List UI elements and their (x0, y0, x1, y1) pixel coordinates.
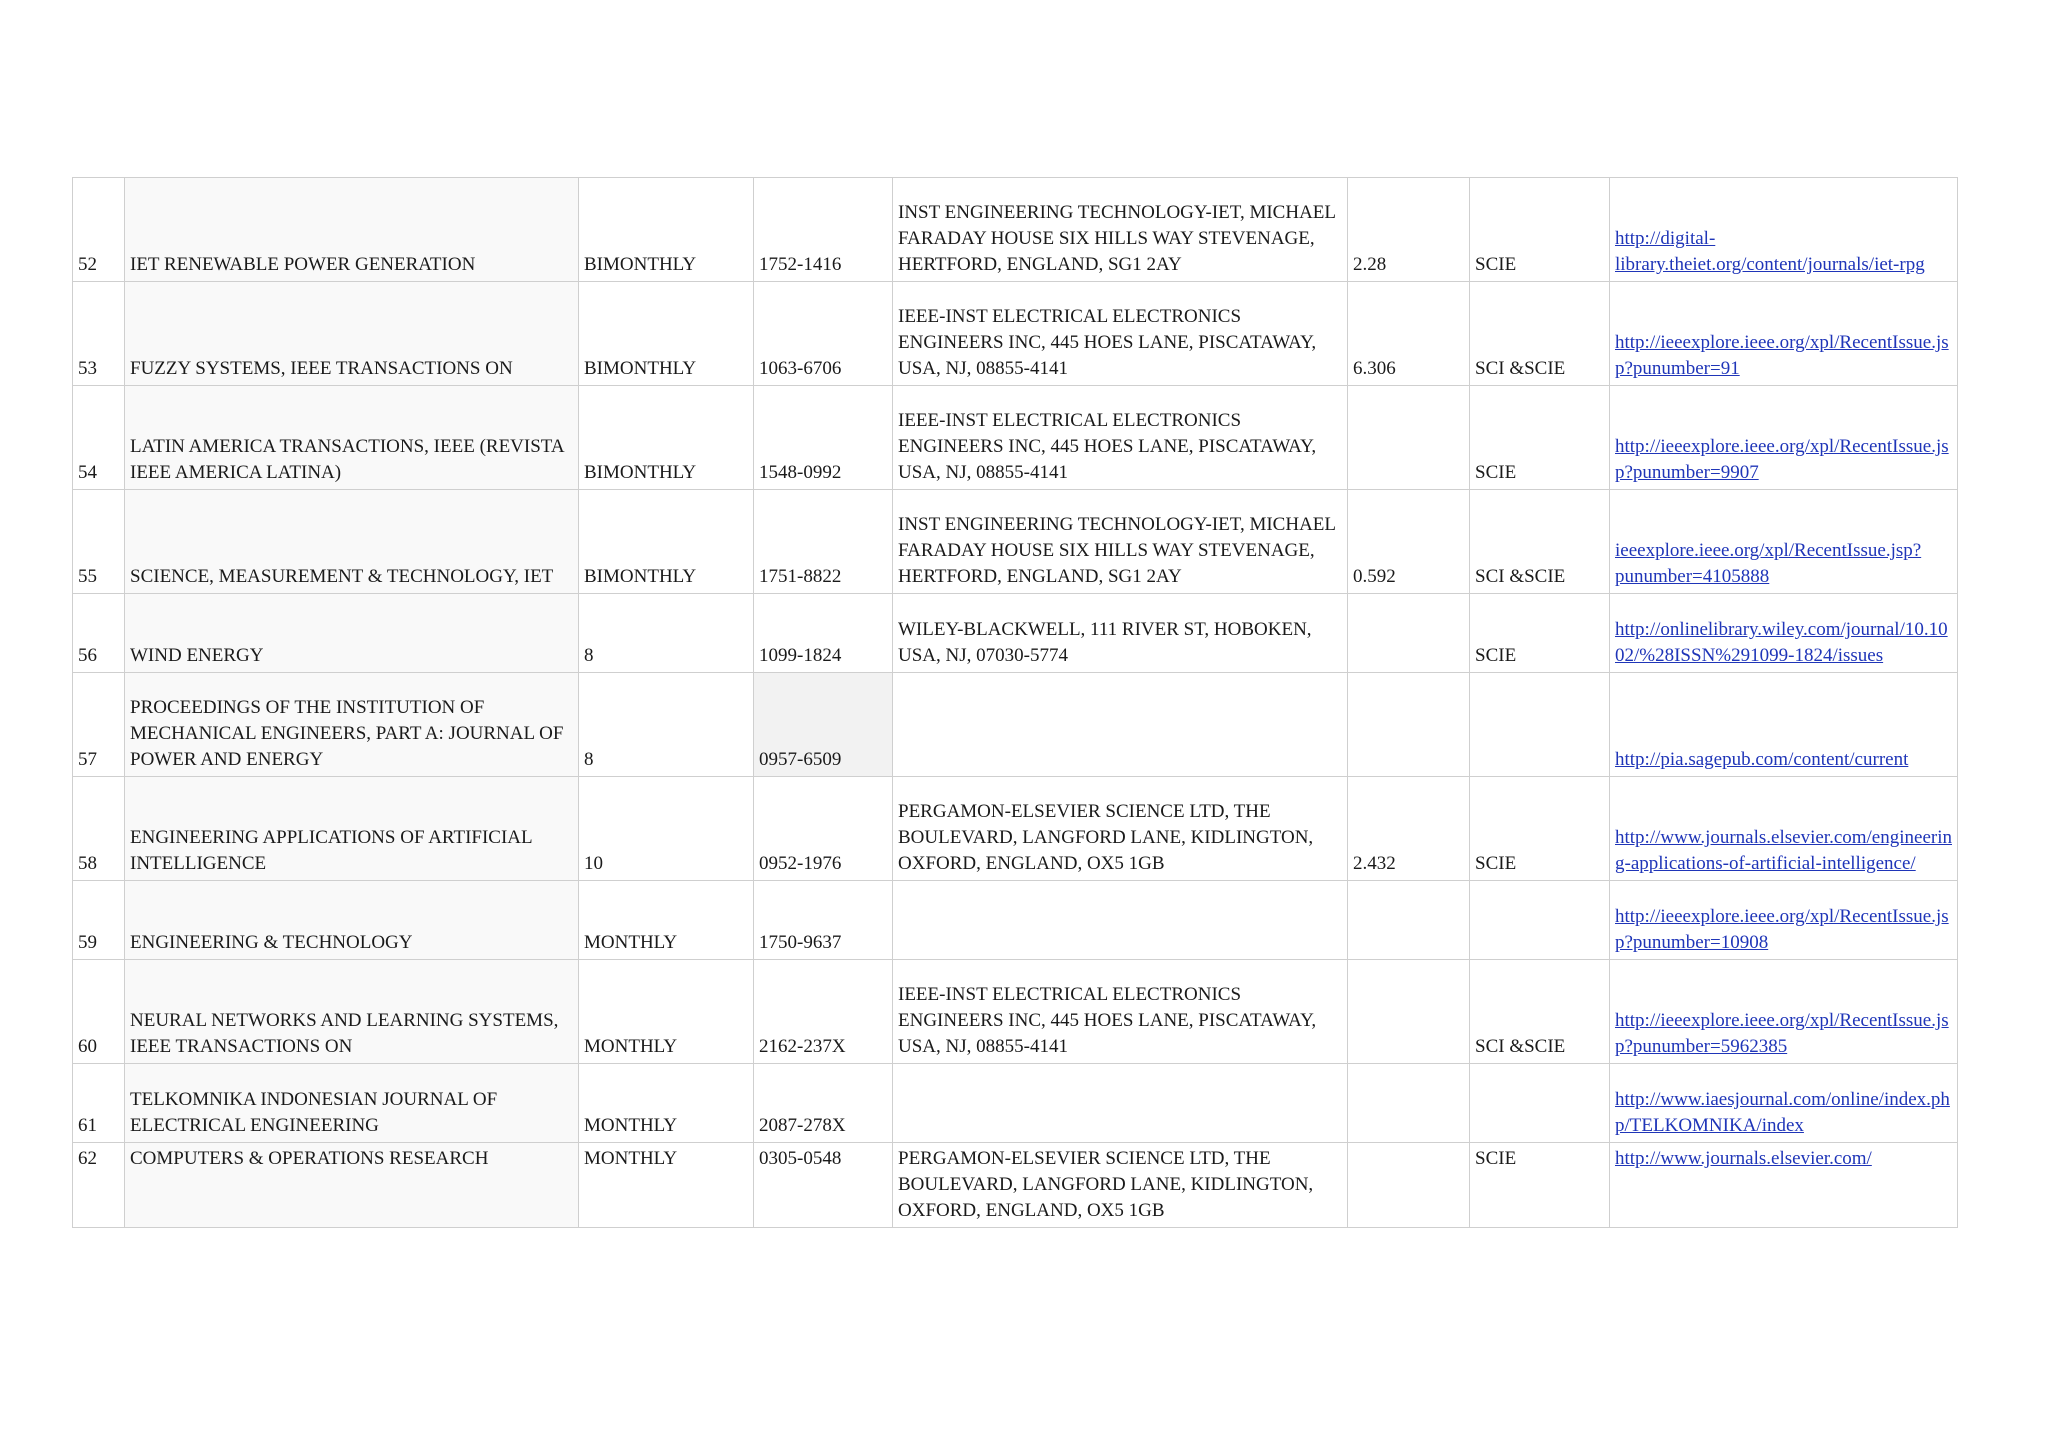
index-type: SCI &SCIE (1470, 282, 1610, 386)
publisher (893, 1064, 1348, 1143)
journal-link[interactable]: http://www.journals.elsevier.com/ (1615, 1148, 1872, 1169)
publisher: PERGAMON-ELSEVIER SCIENCE LTD, THE BOULEVARD, LANGFORD LANE, KIDLINGTON, OXFORD, ENGLAND, OX5 1GB (893, 777, 1348, 881)
frequency: MONTHLY (579, 881, 754, 960)
issn: 1548-0992 (754, 386, 893, 490)
impact-factor (1348, 881, 1470, 960)
table-row (73, 777, 1958, 881)
publisher: PERGAMON-ELSEVIER SCIENCE LTD, THE BOULEVARD, LANGFORD LANE, KIDLINGTON, OXFORD, ENGLAND, OX5 1GB (893, 1143, 1348, 1228)
publisher (893, 881, 1348, 960)
journal-link[interactable]: http://www.iaesjournal.com/online/index.php/TELKOMNIKA/index (1615, 1089, 1950, 1136)
frequency: 10 (579, 777, 754, 881)
journal-title: ENGINEERING & TECHNOLOGY (125, 881, 579, 960)
journal-title: NEURAL NETWORKS AND LEARNING SYSTEMS, IEEE TRANSACTIONS ON (125, 960, 579, 1064)
journal-link[interactable]: http://ieeexplore.ieee.org/xpl/RecentIssue.jsp?punumber=91 (1615, 332, 1949, 379)
issn: 2162-237X (754, 960, 893, 1064)
journal-title: LATIN AMERICA TRANSACTIONS, IEEE (REVISTA IEEE AMERICA LATINA) (125, 386, 579, 490)
publisher: IEEE-INST ELECTRICAL ELECTRONICS ENGINEERS INC, 445 HOES LANE, PISCATAWAY, USA, NJ, 08855-4141 (893, 282, 1348, 386)
journal-url-cell (1610, 1064, 1958, 1143)
frequency: 8 (579, 673, 754, 777)
issn: 0305-0548 (754, 1143, 893, 1228)
frequency: BIMONTHLY (579, 490, 754, 594)
impact-factor (1348, 1064, 1470, 1143)
index-type (1470, 1064, 1610, 1143)
impact-factor (1348, 1143, 1470, 1228)
journal-title: COMPUTERS & OPERATIONS RESEARCH (125, 1143, 579, 1228)
frequency: MONTHLY (579, 1143, 754, 1228)
table-row (73, 282, 1958, 386)
table-row (73, 178, 1958, 282)
journal-link[interactable]: ieeexplore.ieee.org/xpl/RecentIssue.jsp?punumber=4105888 (1615, 540, 1922, 587)
row-number: 59 (73, 881, 125, 960)
journal-link[interactable]: http://ieeexplore.ieee.org/xpl/RecentIssue.jsp?punumber=5962385 (1615, 1010, 1949, 1057)
frequency: 8 (579, 594, 754, 673)
journal-link[interactable]: http://ieeexplore.ieee.org/xpl/RecentIssue.jsp?punumber=10908 (1615, 906, 1949, 953)
issn: 0952-1976 (754, 777, 893, 881)
journal-title: PROCEEDINGS OF THE INSTITUTION OF MECHANICAL ENGINEERS, PART A: JOURNAL OF POWER AND ENERGY (125, 673, 579, 777)
journal-url-cell (1610, 594, 1958, 673)
row-number: 52 (73, 178, 125, 282)
issn: 1099-1824 (754, 594, 893, 673)
journal-title: SCIENCE, MEASUREMENT & TECHNOLOGY, IET (125, 490, 579, 594)
frequency: MONTHLY (579, 960, 754, 1064)
table-row (73, 881, 1958, 960)
journal-url-cell (1610, 960, 1958, 1064)
issn: 1752-1416 (754, 178, 893, 282)
journal-link[interactable]: http://onlinelibrary.wiley.com/journal/10.1002/%28ISSN%291099-1824/issues (1615, 619, 1948, 666)
row-number: 62 (73, 1143, 125, 1228)
publisher (893, 673, 1348, 777)
publisher: INST ENGINEERING TECHNOLOGY-IET, MICHAEL FARADAY HOUSE SIX HILLS WAY STEVENAGE, HERTFORD, ENGLAND, SG1 2AY (893, 178, 1348, 282)
index-type: SCIE (1470, 178, 1610, 282)
index-type: SCIE (1470, 777, 1610, 881)
journal-url-cell (1610, 673, 1958, 777)
publisher: IEEE-INST ELECTRICAL ELECTRONICS ENGINEERS INC, 445 HOES LANE, PISCATAWAY, USA, NJ, 08855-4141 (893, 386, 1348, 490)
index-type (1470, 881, 1610, 960)
impact-factor: 0.592 (1348, 490, 1470, 594)
impact-factor (1348, 386, 1470, 490)
issn: 1750-9637 (754, 881, 893, 960)
journal-url-cell (1610, 490, 1958, 594)
journal-url-cell (1610, 282, 1958, 386)
index-type (1470, 673, 1610, 777)
journal-table (72, 177, 1958, 1228)
frequency: BIMONTHLY (579, 178, 754, 282)
row-number: 60 (73, 960, 125, 1064)
publisher: IEEE-INST ELECTRICAL ELECTRONICS ENGINEERS INC, 445 HOES LANE, PISCATAWAY, USA, NJ, 08855-4141 (893, 960, 1348, 1064)
row-number: 54 (73, 386, 125, 490)
index-type: SCI &SCIE (1470, 490, 1610, 594)
frequency: MONTHLY (579, 1064, 754, 1143)
table-row (73, 594, 1958, 673)
journal-title: WIND ENERGY (125, 594, 579, 673)
row-number: 61 (73, 1064, 125, 1143)
journal-title: IET RENEWABLE POWER GENERATION (125, 178, 579, 282)
row-number: 57 (73, 673, 125, 777)
frequency: BIMONTHLY (579, 282, 754, 386)
impact-factor (1348, 594, 1470, 673)
impact-factor: 2.432 (1348, 777, 1470, 881)
journal-title: FUZZY SYSTEMS, IEEE TRANSACTIONS ON (125, 282, 579, 386)
issn: 0957-6509 (754, 673, 893, 777)
journal-title: TELKOMNIKA INDONESIAN JOURNAL OF ELECTRICAL ENGINEERING (125, 1064, 579, 1143)
row-number: 53 (73, 282, 125, 386)
row-number: 58 (73, 777, 125, 881)
frequency: BIMONTHLY (579, 386, 754, 490)
journal-link[interactable]: http://digital-library.theiet.org/content/journals/iet-rpg (1615, 228, 1925, 275)
journal-title: ENGINEERING APPLICATIONS OF ARTIFICIAL INTELLIGENCE (125, 777, 579, 881)
journal-url-cell (1610, 1143, 1958, 1228)
row-number: 56 (73, 594, 125, 673)
table-row (73, 1064, 1958, 1143)
table-row (73, 386, 1958, 490)
table-row (73, 1143, 1958, 1228)
journal-link[interactable]: http://pia.sagepub.com/content/current (1615, 749, 1909, 770)
index-type: SCIE (1470, 1143, 1610, 1228)
row-number: 55 (73, 490, 125, 594)
publisher: WILEY-BLACKWELL, 111 RIVER ST, HOBOKEN, USA, NJ, 07030-5774 (893, 594, 1348, 673)
impact-factor (1348, 960, 1470, 1064)
index-type: SCIE (1470, 594, 1610, 673)
issn: 2087-278X (754, 1064, 893, 1143)
journal-link[interactable]: http://ieeexplore.ieee.org/xpl/RecentIssue.jsp?punumber=9907 (1615, 436, 1949, 483)
journal-url-cell (1610, 178, 1958, 282)
impact-factor: 2.28 (1348, 178, 1470, 282)
table-row (73, 960, 1958, 1064)
journal-url-cell (1610, 386, 1958, 490)
impact-factor: 6.306 (1348, 282, 1470, 386)
journal-url-cell (1610, 777, 1958, 881)
table-row (73, 673, 1958, 777)
index-type: SCI &SCIE (1470, 960, 1610, 1064)
issn: 1751-8822 (754, 490, 893, 594)
publisher: INST ENGINEERING TECHNOLOGY-IET, MICHAEL FARADAY HOUSE SIX HILLS WAY STEVENAGE, HERTFORD, ENGLAND, SG1 2AY (893, 490, 1348, 594)
index-type: SCIE (1470, 386, 1610, 490)
journal-link[interactable]: http://www.journals.elsevier.com/engineering-applications-of-artificial-intelligence/ (1615, 827, 1952, 874)
journal-url-cell (1610, 881, 1958, 960)
impact-factor (1348, 673, 1470, 777)
table-row (73, 490, 1958, 594)
issn: 1063-6706 (754, 282, 893, 386)
